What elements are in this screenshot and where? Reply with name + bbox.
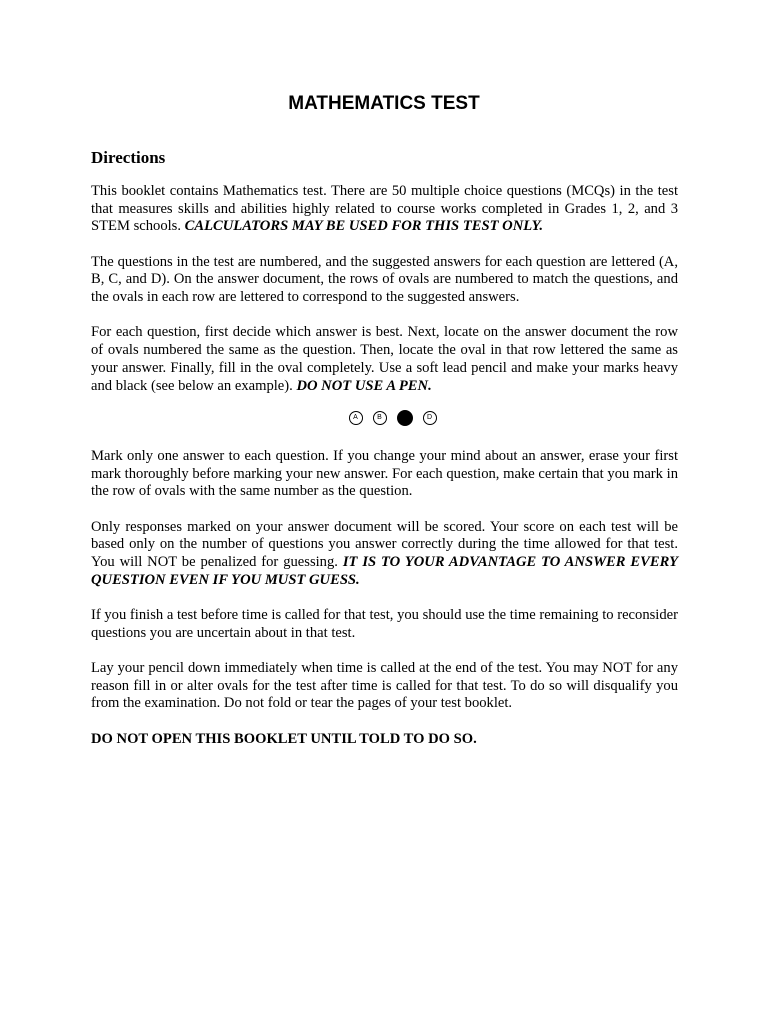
final-notice: DO NOT OPEN THIS BOOKLET UNTIL TOLD TO DO SO. (91, 730, 477, 747)
page-title: MATHEMATICS TEST (288, 93, 480, 114)
oval-option-d: D (423, 411, 437, 425)
oval-option-a: A (349, 411, 363, 425)
guessing-advice: IT IS TO YOUR ADVANTAGE TO ANSWER EVERY QUESTION EVEN IF YOU MUST GUESS. (91, 553, 678, 588)
paragraph-text: Lay your pencil down immediately when time is called at the end of the test. You may NOT for any reason fill in or alter ovals for the test after time is called for that test. To do so will disqualify you from the examination. Do not fold or tear the pages of your test booklet. (91, 659, 678, 712)
oval-option-b: B (373, 411, 387, 425)
calculator-notice: CALCULATORS MAY BE USED FOR THIS TEST ONLY. (184, 218, 544, 235)
directions-paragraph-3 (91, 324, 678, 395)
directions-heading: Directions (91, 148, 166, 167)
directions-paragraph-2 (91, 254, 678, 307)
directions-paragraph-1 (91, 183, 678, 236)
paragraph-text: For each question, first decide which answer is best. Next, locate on the answer document the row of ovals numbered the same as the question. Then, locate the oval in that row lettered the same as your answer. Finally, fill in the oval completely. Use a soft lead pencil and make your marks heavy and black (see below an example). (91, 324, 678, 394)
paragraph-text: If you finish a test before time is called for that test, you should use the time remaining to reconsider questions you are uncertain about in that test. (91, 606, 678, 641)
directions-paragraph-4 (91, 448, 678, 501)
paragraph-text: Only responses marked on your answer document will be scored. Your score on each test will be based only on the number of questions you answer correctly during the time allowed for that test. You will NOT be penalized for guessing. (91, 518, 678, 570)
oval-option-c-filled (397, 410, 413, 426)
paragraph-text: This booklet contains Mathematics test. There are 50 multiple choice questions (MCQs) in the test that measures skills and abilities highly related to course works completed in Grades 1, 2, and 3 STEM schools. (91, 183, 678, 235)
directions-paragraph-6 (91, 607, 678, 642)
directions-paragraph-5 (91, 519, 678, 590)
paragraph-text: Mark only one answer to each question. If you change your mind about an answer, erase your first mark thoroughly before marking your new answer. For each question, make certain that you mark in the row of ovals with the same number as the question. (91, 447, 678, 500)
example-oval-row (91, 409, 678, 427)
pen-warning: DO NOT USE A PEN. (296, 377, 432, 394)
paragraph-text: The questions in the test are numbered, and the suggested answers for each question are lettered (A, B, C, and D). On the answer document, the rows of ovals are numbered to match the questions, and the ovals in each row are lettered to correspond to the suggested answers. (91, 253, 678, 306)
directions-paragraph-7 (91, 660, 678, 713)
directions-body (91, 183, 678, 748)
